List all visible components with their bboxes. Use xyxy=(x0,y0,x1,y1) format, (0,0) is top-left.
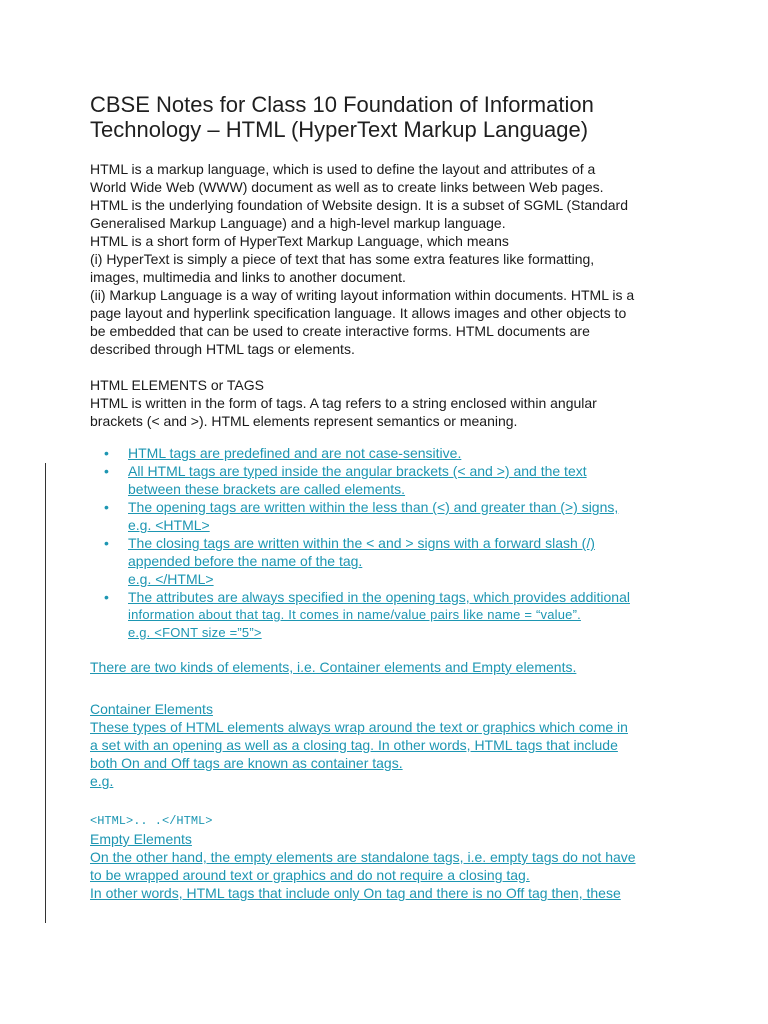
list-item-line[interactable]: information about that tag. It comes in name/value pairs like name = “value”. xyxy=(128,607,581,622)
list-item[interactable] xyxy=(90,588,690,642)
bullet-icon: • xyxy=(104,499,109,515)
code-example-block xyxy=(90,812,690,830)
code-example: <HTML>.. .</HTML> xyxy=(90,814,213,828)
intro-line: described through HTML tags or elements. xyxy=(90,341,355,357)
container-line[interactable]: a set with an opening as well as a closing tag. In other words, HTML tags that include xyxy=(90,737,618,753)
list-item-line[interactable]: The opening tags are written within the less than (<) and greater than (>) signs, xyxy=(128,499,619,515)
section-heading: HTML ELEMENTS or TAGS xyxy=(90,377,264,393)
list-item-line[interactable]: e.g. <HTML> xyxy=(128,517,210,533)
elements-section xyxy=(90,376,690,430)
list-item-line[interactable]: between these brackets are called elements. xyxy=(128,481,406,497)
rules-list xyxy=(90,444,690,642)
intro-paragraph xyxy=(90,160,690,358)
empty-line[interactable]: to be wrapped around text or graphics and do not require a closing tag. xyxy=(90,867,530,883)
kinds-link[interactable]: There are two kinds of elements, i.e. Container elements and Empty elements. xyxy=(90,659,577,675)
bullet-icon: • xyxy=(104,463,109,479)
intro-line: images, multimedia and links to another document. xyxy=(90,269,406,285)
container-heading-link[interactable]: Container Elements xyxy=(90,701,213,717)
empty-line[interactable]: On the other hand, the empty elements are standalone tags, i.e. empty tags do not have xyxy=(90,849,636,865)
container-section xyxy=(90,700,690,790)
kinds-paragraph xyxy=(90,658,690,676)
list-item-line[interactable]: e.g. <FONT size =”5”> xyxy=(128,625,262,640)
title-line: Technology – HTML (HyperText Markup Language) xyxy=(90,117,589,142)
container-line[interactable]: e.g. xyxy=(90,773,114,789)
document-page xyxy=(90,92,690,902)
intro-line: HTML is a markup language, which is used to define the layout and attributes of a xyxy=(90,161,596,177)
list-item-line[interactable]: The closing tags are written within the < and > signs with a forward slash (/) xyxy=(128,535,595,551)
title-line: CBSE Notes for Class 10 Foundation of Information xyxy=(90,92,594,117)
intro-line: (ii) Markup Language is a way of writing layout information within documents. HTML is a xyxy=(90,287,635,303)
container-line[interactable]: both On and Off tags are known as container tags. xyxy=(90,755,403,771)
margin-rule xyxy=(45,463,46,923)
list-item[interactable] xyxy=(90,498,690,534)
bullet-icon: • xyxy=(104,535,109,551)
list-item-line[interactable]: All HTML tags are typed inside the angular brackets (< and >) and the text xyxy=(128,463,587,479)
empty-section xyxy=(90,830,690,902)
list-item-line[interactable]: The attributes are always specified in the opening tags, which provides additional xyxy=(128,589,630,605)
list-item[interactable] xyxy=(90,444,690,462)
page-title xyxy=(90,92,690,142)
elements-line: brackets (< and >). HTML elements represent semantics or meaning. xyxy=(90,413,518,429)
intro-line: page layout and hyperlink specification language. It allows images and other objects to xyxy=(90,305,627,321)
intro-line: World Wide Web (WWW) document as well as to create links between Web pages. xyxy=(90,179,604,195)
list-item[interactable] xyxy=(90,534,690,588)
list-item[interactable] xyxy=(90,462,690,498)
list-item-line[interactable]: e.g. </HTML> xyxy=(128,571,214,587)
list-item-line[interactable]: appended before the name of the tag. xyxy=(128,553,363,569)
intro-line: HTML is a short form of HyperText Markup Language, which means xyxy=(90,233,509,249)
empty-line[interactable]: In other words, HTML tags that include only On tag and there is no Off tag then, these xyxy=(90,885,621,901)
container-line[interactable]: These types of HTML elements always wrap around the text or graphics which come in xyxy=(90,719,628,735)
bullet-icon: • xyxy=(104,589,109,605)
intro-line: be embedded that can be used to create interactive forms. HTML documents are xyxy=(90,323,590,339)
intro-line: Generalised Markup Language) and a high-level markup language. xyxy=(90,215,506,231)
empty-heading-link[interactable]: Empty Elements xyxy=(90,831,192,847)
intro-line: HTML is the underlying foundation of Website design. It is a subset of SGML (Standard xyxy=(90,197,628,213)
bullet-icon: • xyxy=(104,445,109,461)
elements-line: HTML is written in the form of tags. A tag refers to a string enclosed within angular xyxy=(90,395,597,411)
list-item-line[interactable]: HTML tags are predefined and are not case-sensitive. xyxy=(128,445,462,461)
intro-line: (i) HyperText is simply a piece of text that has some extra features like formatting, xyxy=(90,251,595,267)
